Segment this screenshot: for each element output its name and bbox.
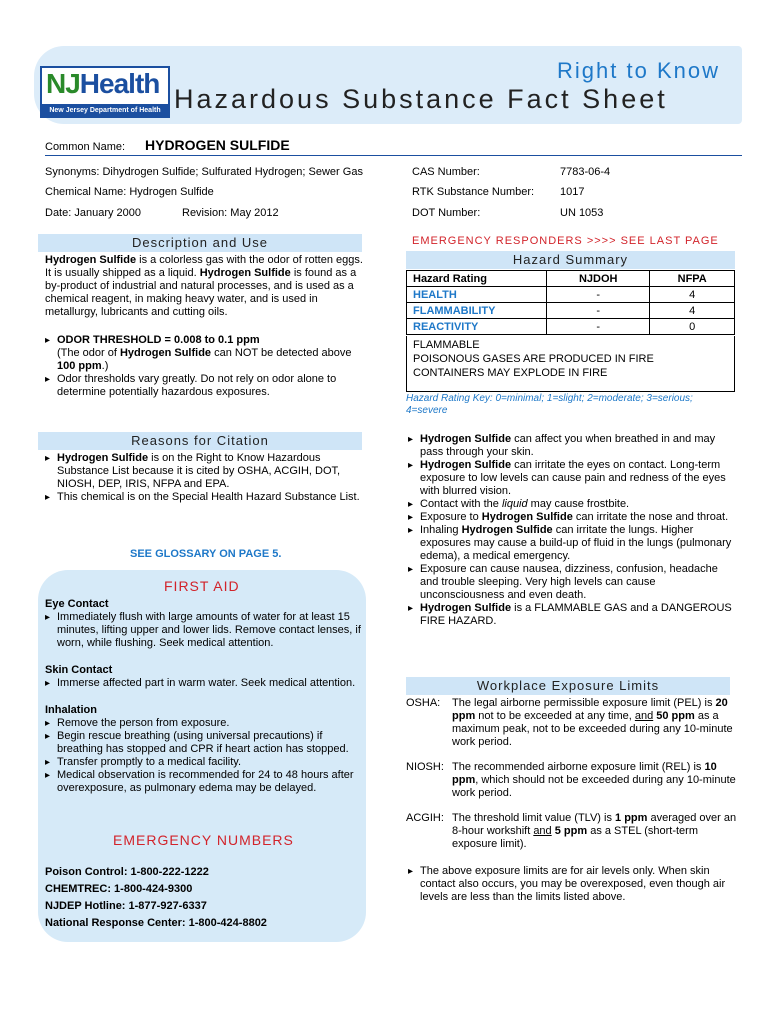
phone-njdep: NJDEP Hotline: 1-877-927-6337 [45, 900, 207, 912]
description-text: is found as a by-product of industrial and natural processes, and is used as a chemical reagent, in making heavy water, and is used in metallurgy, lubricants and cutting oils. [45, 267, 357, 318]
effect-item [408, 459, 733, 498]
common-name-value: HYDROGEN SULFIDE [145, 137, 290, 153]
eye-contact-text: ▸ Immediately flush with large amounts of water for at least 15 minutes, lifting upper and lower lids. Remove contact lenses, if worn, while flushing. Seek medical attention. [45, 611, 361, 650]
inhalation-text: ▸ Remove the person from exposure. [45, 717, 361, 730]
substance-name: Hydrogen Sulfide [481, 511, 573, 523]
synonyms: Synonyms: Dihydrogen Sulfide; Sulfurated Hydrogen; Sewer Gas [45, 166, 363, 178]
citation-bullet: ▸ This chemical is on the Special Health Hazard Substance List. [45, 491, 363, 504]
effect-text: Contact with the [420, 498, 502, 510]
odor-threshold-value: ODOR THRESHOLD = 0.008 to 0.1 ppm [57, 334, 260, 346]
limit-value: 50 ppm [656, 710, 695, 722]
exposure-limits-title: Workplace Exposure Limits [406, 677, 730, 695]
odor-threshold [45, 334, 363, 399]
limit-text: The threshold limit value (TLV) is [452, 812, 616, 824]
limit-text: not to be exceeded at any time, [475, 710, 635, 722]
phone-poison-control: Poison Control: 1-800-222-1222 [45, 866, 209, 878]
table-row [407, 319, 735, 335]
effect-text-italic: liquid [501, 498, 528, 510]
effect-item: ▸ Exposure can cause nausea, dizziness, confusion, headache and trouble sleeping. Very high levels can cause unconsciousness and even death. [408, 563, 733, 602]
osha-label: OSHA: [406, 697, 441, 709]
dot-value: UN 1053 [560, 207, 604, 219]
hazard-nfpa: 0 [650, 319, 735, 335]
cas-value: 7783-06-4 [560, 166, 611, 178]
phone-chemtrec: CHEMTREC: 1-800-424-9300 [45, 883, 193, 895]
inhalation-text: ▸ Transfer promptly to a medical facility. [45, 756, 361, 769]
emergency-responders-note: EMERGENCY RESPONDERS >>>> SEE LAST PAGE [412, 235, 719, 247]
first-aid-panel [38, 570, 366, 942]
table-header-row [407, 271, 735, 287]
description-text: is a colorless gas with the odor of rotten eggs. It is usually shipped as a liquid. [45, 254, 363, 279]
hazard-note: FLAMMABLE [413, 339, 480, 351]
limit-text: as a maximum peak, not to be exceeded during any 10-minute work period. [452, 710, 733, 748]
logo-subtitle: New Jersey Department of Health [42, 104, 168, 117]
phone-national-response: National Response Center: 1-800-424-8802 [45, 917, 267, 929]
substance-name: Hydrogen Sulfide [45, 254, 137, 266]
odor-bullet-2: ▸ Odor thresholds vary greatly. Do not rely on odor alone to determine potentially hazardous exposures. [45, 373, 363, 399]
limit-text: averaged over an 8-hour workshift [452, 812, 737, 837]
effect-text: can affect you when breathed in and may pass through your skin. [420, 433, 716, 458]
odor-ppm: 100 ppm [57, 360, 102, 372]
description-title: Description and Use [38, 234, 362, 252]
effect-text: may cause frostbite. [527, 498, 630, 510]
hazard-rating-key: Hazard Rating Key: 0=minimal; 1=slight; 2=moderate; 3=serious; 4=severe [406, 393, 693, 416]
effect-text: can irritate the lungs. Higher exposures may cause a build-up of fluid in the lungs (pulmonary edema), a medical emergency. [420, 524, 732, 562]
limits-note-text: ▸ The above exposure limits are for air levels only. When skin contact also occurs, you may be overexposed, even though air levels are less than the limits listed above. [408, 865, 733, 904]
logo-health: Health [79, 68, 160, 99]
acgih-label: ACGIH: [406, 812, 444, 824]
glossary-link[interactable]: SEE GLOSSARY ON PAGE 5. [130, 548, 282, 560]
hazard-njdoh: - [547, 287, 650, 303]
effect-text: can irritate the nose and throat. [572, 511, 729, 523]
citation-body [45, 452, 363, 504]
hazard-name: HEALTH [407, 287, 547, 303]
effect-item [408, 602, 733, 628]
citation-title: Reasons for Citation [38, 432, 362, 450]
first-aid-body [45, 598, 361, 795]
hazard-name: REACTIVITY [407, 319, 547, 335]
right-to-know-label: Right to Know [557, 58, 720, 83]
inhalation-text: ▸ Begin rescue breathing (using universal precautions) if breathing has stopped and CPR if heart action has stopped. [45, 730, 361, 756]
hazard-name: FLAMMABILITY [407, 303, 547, 319]
hazard-rating-table [406, 270, 735, 335]
dot-label: DOT Number: [412, 207, 481, 219]
substance-name: Hydrogen Sulfide [199, 267, 291, 279]
effect-text: can irritate the eyes on contact. Long-term exposure to low levels can cause pain and redness of the eyes with blurred vision. [420, 459, 726, 497]
hazard-note: CONTAINERS MAY EXPLODE IN FIRE [413, 367, 608, 379]
health-effects-list [408, 433, 733, 628]
osha-text [452, 697, 742, 749]
hazard-note: POISONOUS GASES ARE PRODUCED IN FIRE [413, 353, 654, 365]
limit-value: 10 ppm [452, 761, 717, 786]
emergency-numbers-list [45, 864, 361, 932]
date: Date: January 2000 [45, 207, 142, 219]
header-banner [34, 46, 742, 124]
substance-name: Hydrogen Sulfide [420, 602, 512, 614]
common-name-row [45, 136, 742, 156]
revision: Revision: May 2012 [182, 207, 279, 219]
limit-text: , which should not be exceeded during any 10-minute work period. [452, 774, 736, 799]
chemical-name: Chemical Name: Hydrogen Sulfide [45, 186, 214, 198]
emergency-numbers-title: EMERGENCY NUMBERS [113, 832, 294, 848]
osha-limit [406, 697, 742, 749]
acgih-text [452, 812, 742, 851]
col-hazard-rating: Hazard Rating [407, 271, 547, 287]
hazard-notes [406, 336, 735, 392]
limit-value: 1 ppm [615, 812, 648, 824]
odor-text: can NOT be detected above [211, 347, 352, 359]
odor-bullet [45, 334, 363, 373]
odor-text: (The odor of [57, 347, 120, 359]
substance-name: Hydrogen Sulfide [461, 524, 553, 536]
substance-name: Hydrogen Sulfide [57, 452, 149, 464]
hazard-summary-title: Hazard Summary [406, 251, 735, 269]
common-name-label: Common Name: [45, 141, 126, 153]
cas-label: CAS Number: [412, 166, 480, 178]
citation-text: is on the Right to Know Hazardous Substance List because it is cited by OSHA, ACGIH, DOT, NIOSH, DEP, IRIS, NFPA and EPA. [57, 452, 341, 490]
effect-item [408, 498, 733, 511]
substance-name: Hydrogen Sulfide [420, 433, 512, 445]
rtk-value: 1017 [560, 186, 585, 198]
limit-text: as a STEL (short-term exposure limit). [452, 825, 698, 850]
niosh-limit [406, 761, 742, 801]
substance-name: Hydrogen Sulfide [420, 459, 512, 471]
hazard-njdoh: - [547, 319, 650, 335]
rtk-label: RTK Substance Number: [412, 186, 535, 198]
niosh-text [452, 761, 742, 800]
description-body [45, 254, 363, 319]
odor-text: .) [101, 360, 109, 372]
col-njdoh: NJDOH [547, 271, 650, 287]
hazard-njdoh: - [547, 303, 650, 319]
eye-contact-heading: Eye Contact [45, 598, 109, 610]
skin-contact-heading: Skin Contact [45, 664, 113, 676]
nj-health-logo [40, 66, 170, 118]
limit-text: The legal airborne permissible exposure limit (PEL) is [452, 697, 716, 709]
effect-text: Exposure to [420, 511, 482, 523]
table-row [407, 303, 735, 319]
limit-and: and [533, 825, 552, 837]
limit-value: 5 ppm [554, 825, 588, 837]
effect-text: is a FLAMMABLE GAS and a DANGEROUS FIRE HAZARD. [420, 602, 732, 627]
inhalation-heading: Inhalation [45, 704, 97, 716]
hazard-nfpa: 4 [650, 303, 735, 319]
effect-text: Inhaling [420, 524, 462, 536]
page-title: Hazardous Substance Fact Sheet [174, 84, 668, 114]
effect-item [408, 511, 733, 524]
col-nfpa: NFPA [650, 271, 735, 287]
first-aid-title: FIRST AID [164, 578, 240, 594]
inhalation-text: ▸ Medical observation is recommended for 24 to 48 hours after overexposure, as pulmonary edema may be delayed. [45, 769, 361, 795]
limits-note [408, 865, 733, 904]
limit-text: The recommended airborne exposure limit (REL) is [452, 761, 705, 773]
substance-name: Hydrogen Sulfide [119, 347, 212, 359]
logo-nj: NJ [46, 68, 80, 99]
niosh-label: NIOSH: [406, 761, 444, 773]
table-row [407, 287, 735, 303]
effect-item [408, 433, 733, 459]
citation-bullet [45, 452, 363, 491]
skin-contact-text: ▸ Immerse affected part in warm water. Seek medical attention. [45, 677, 361, 690]
acgih-limit [406, 812, 742, 852]
limit-and: and [634, 710, 654, 722]
hazard-nfpa: 4 [650, 287, 735, 303]
limit-value: 20 ppm [452, 697, 728, 722]
logo-wordmark [46, 68, 159, 100]
effect-item [408, 524, 733, 563]
